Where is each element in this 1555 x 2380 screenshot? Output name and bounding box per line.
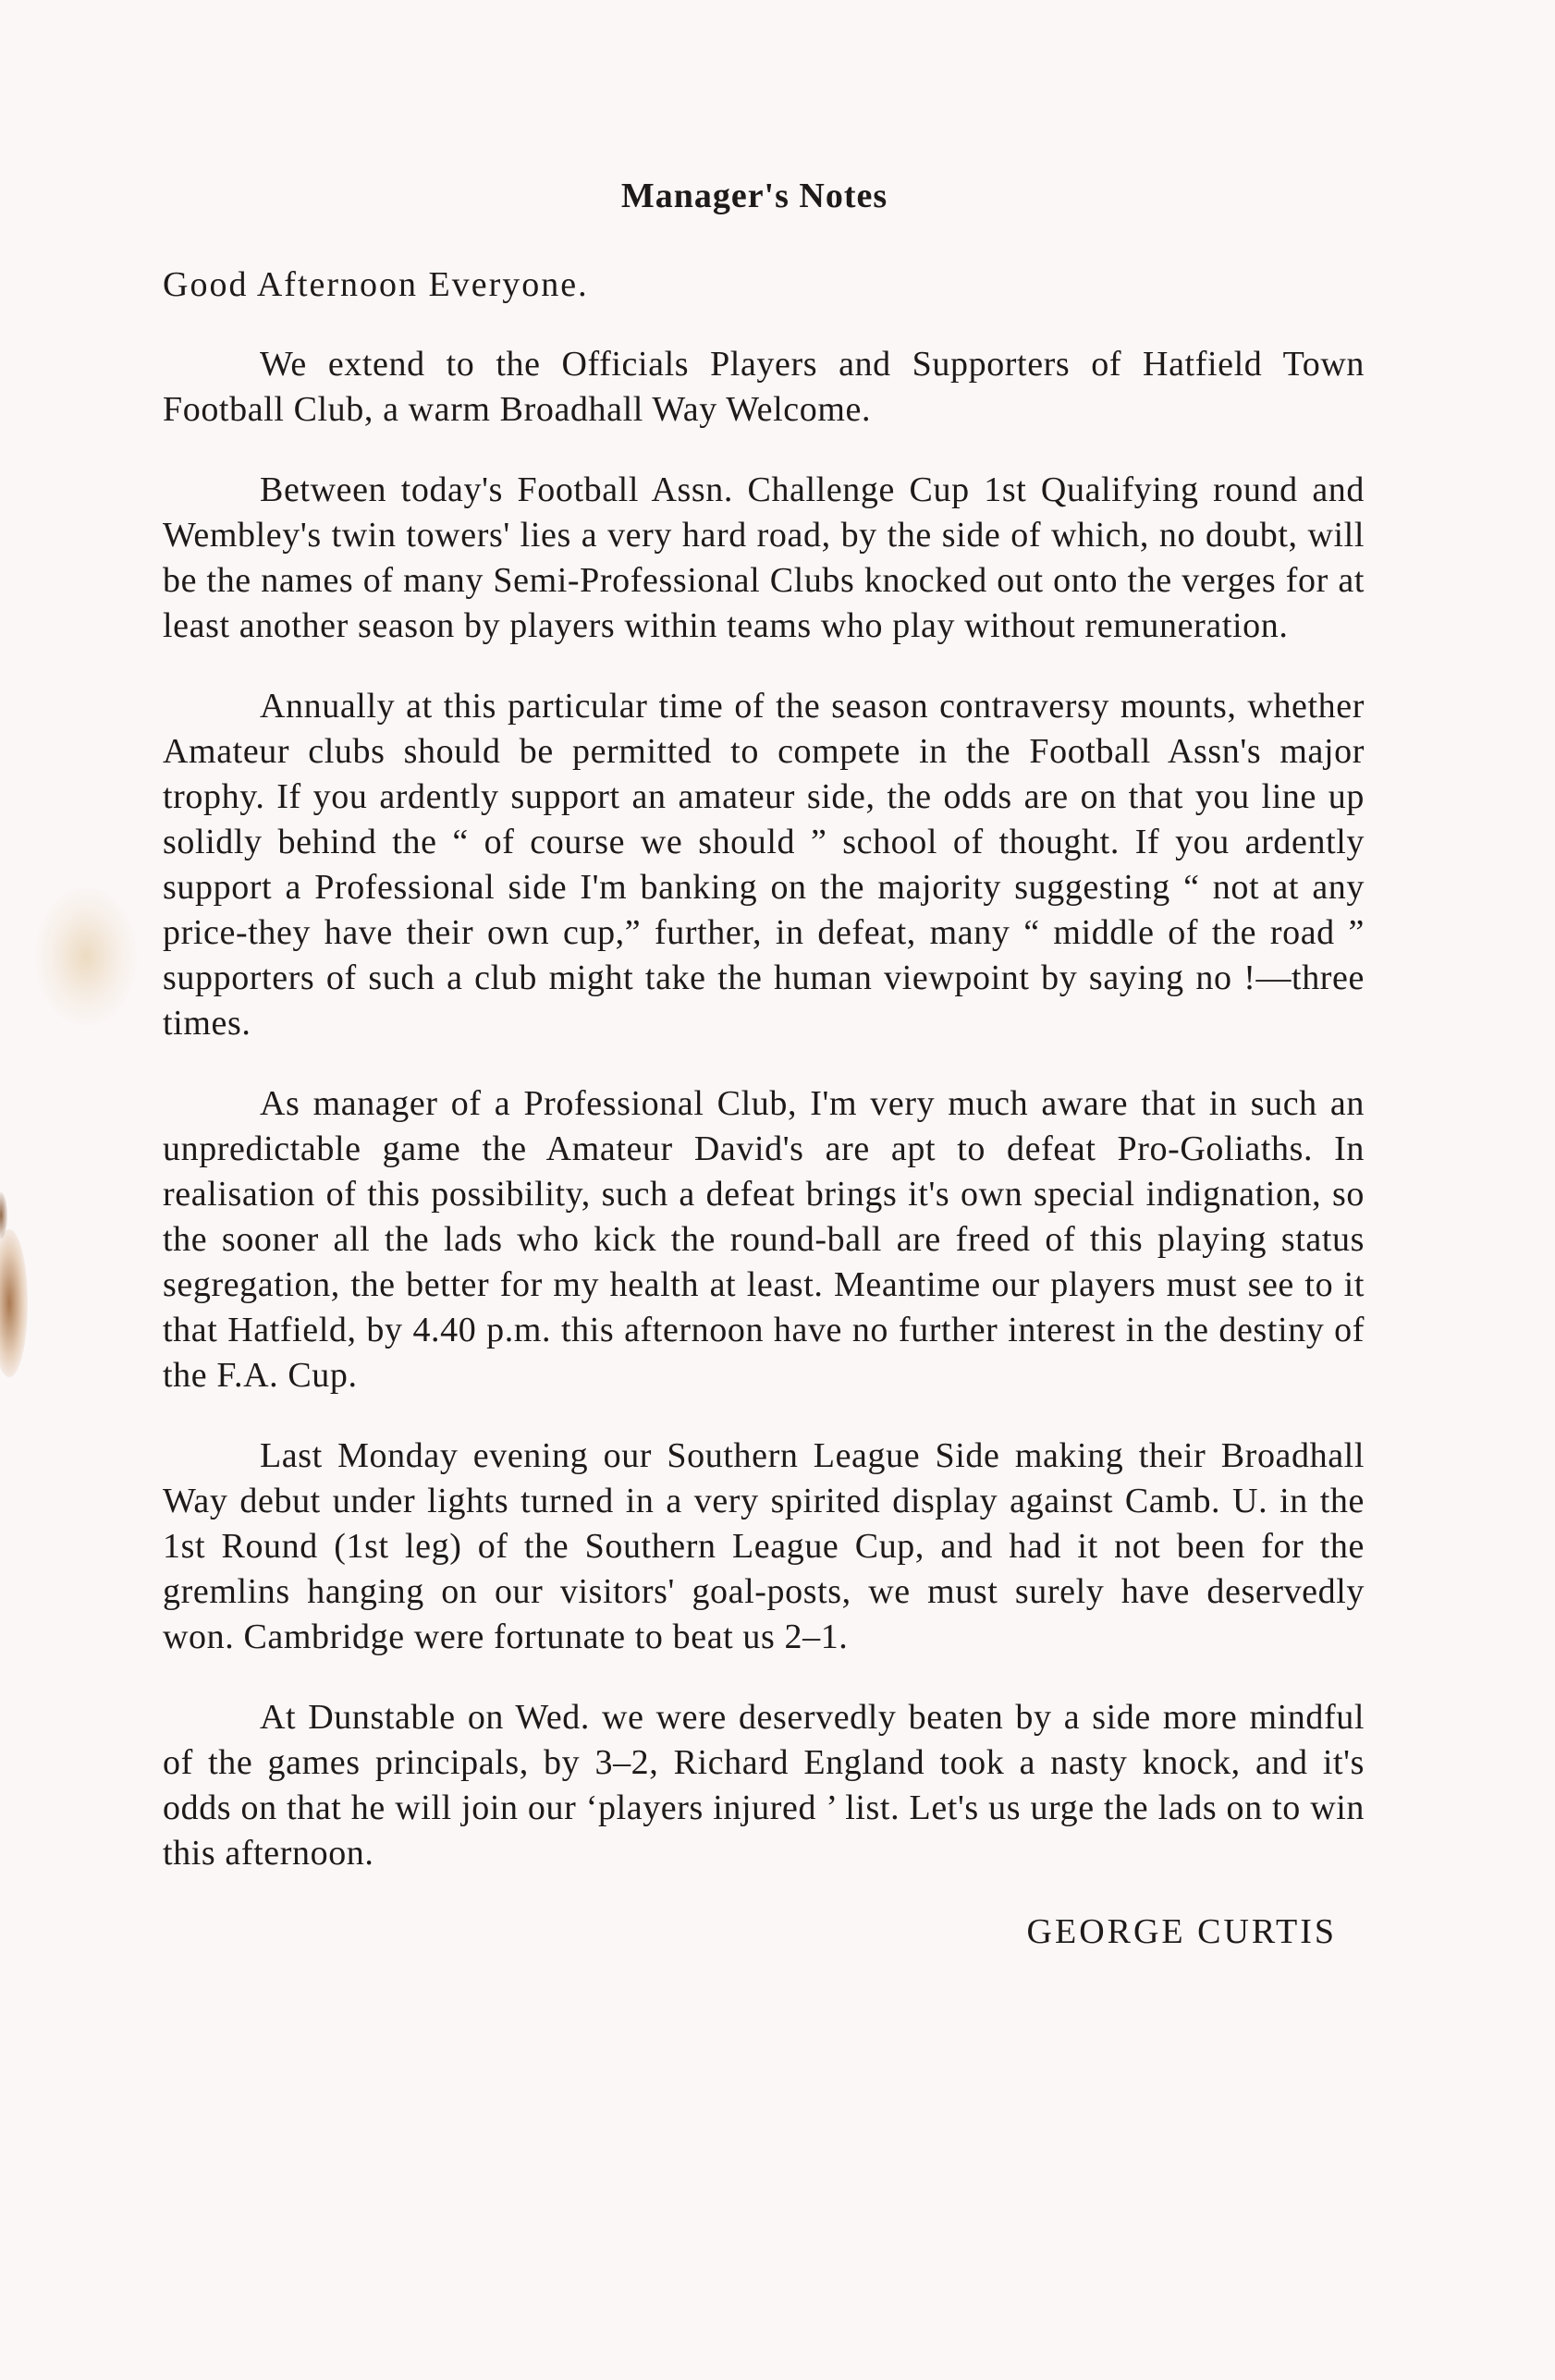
paragraph: Last Monday evening our Southern League Side making their Broadhall Way debut under lights turned in a very spirited display against Camb. U. in the 1st Round (1st leg) of the Southern League Cup, and had it not been for the gremlins hanging on our visitors' goal-posts, we must surely have deservedly won. Cambridge were fortunate to beat us 2–1. — [163, 1436, 1365, 1656]
notes-body — [163, 176, 1365, 1952]
page-title: Manager's Notes — [620, 177, 888, 215]
signature: GEORGE CURTIS — [1026, 1912, 1337, 1951]
paragraph: At Dunstable on Wed. we were deservedly beaten by a side more mindful of the games principals, by 3–2, Richard England took a nasty knock, and it's odds on that he will join our ‘players injured ’ list. Let's us urge the lads on to win this afternoon. — [163, 1698, 1365, 1873]
greeting-line: Good Afternoon Everyone. — [163, 265, 589, 304]
paragraph: We extend to the Officials Players and Supporters of Hatfield Town Football Club, a warm Broadhall Way Welcome. — [163, 345, 1365, 429]
staple-mark — [0, 1192, 7, 1239]
paragraph: Annually at this particular time of the season contraversy mounts, whether Amateur clubs should be permitted to compete in the Football Assn's major trophy. If you ardently support an amateur side, the odds are on that you line up solidly behind the “ of course we should ” school of thought. If you ardently support a Professional side I'm banking on the majority suggesting “ not at any price-they have their own cup,” further, in defeat, many “ middle of the road ” supporters of such a club might take the human viewpoint by saying no !—three times. — [163, 687, 1365, 1043]
paragraph: Between today's Football Assn. Challenge Cup 1st Qualifying round and Wembley's twin towers' lies a very hard road, by the side of which, no doubt, will be the names of many Semi-Professional Clubs knocked out onto the verges for at least another season by players within teams who play without remuneration. — [163, 470, 1365, 645]
age-stain — [35, 887, 137, 1026]
rust-stain — [0, 1229, 28, 1377]
paragraph: As manager of a Professional Club, I'm very much aware that in such an unpredictable game the Amateur David's are apt to defeat Pro-Goliaths. In realisation of this possibility, such a defeat brings it's own special indignation, so the sooner all the lads who kick the round-ball are freed of this playing status segregation, the better for my health at least. Meantime our players must see to it that Hatfield, by 4.40 p.m. this afternoon have no further interest in the destiny of the F.A. Cup. — [163, 1084, 1365, 1395]
